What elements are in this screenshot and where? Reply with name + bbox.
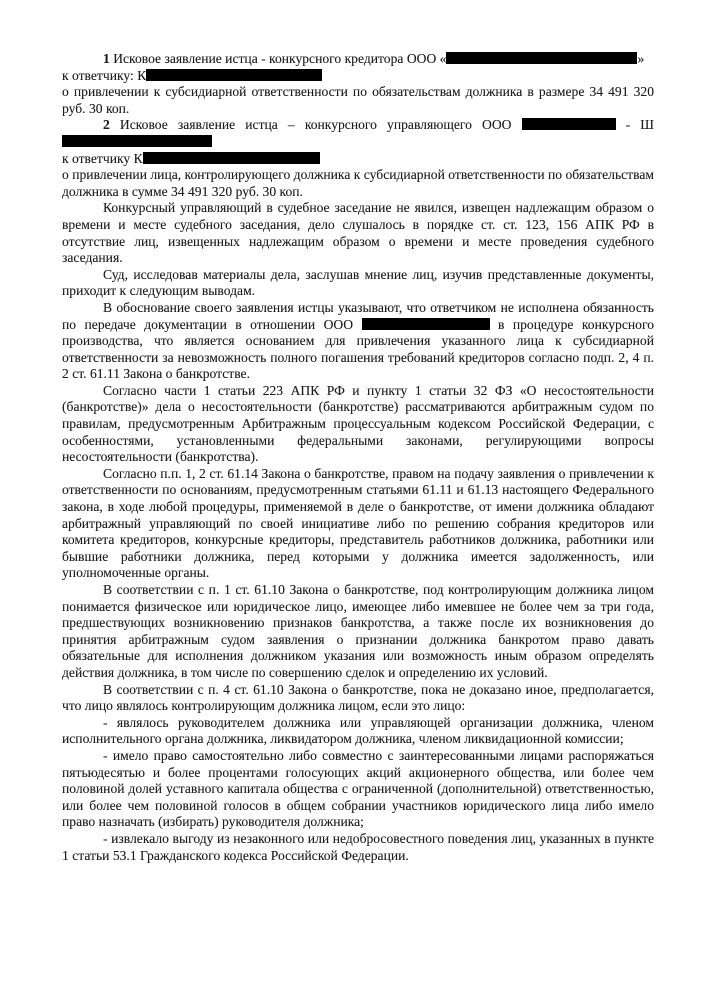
text-run: к ответчику: К — [62, 67, 147, 83]
hearing-absence — [62, 200, 654, 266]
text-run: » — [637, 51, 645, 66]
text-run: о привлечении лица, контролирующего должника к субсидиарной ответственности по обязательствам должника в сумме 34 491 320 руб. 30 коп. — [62, 167, 654, 199]
court-conclusions-intro — [62, 267, 654, 300]
text-run: к ответчику К — [62, 150, 143, 166]
claim-1-intro — [62, 51, 654, 68]
claim-grounds — [62, 300, 654, 383]
presumption-3 — [62, 831, 654, 864]
text-run: Исковое заявление истца – конкурсного управляющего ООО — [109, 117, 522, 133]
text-run: - извлекало выгоду из незаконного или недобросовестного поведения лиц, указанных в пункте 1 статьи 53.1 Гражданского кодекса Российской Федерации. — [62, 830, 654, 863]
text-run: в процедуре конкурсного производства, что является основанием для привлечения указанного лица к субсидиарной ответственности за невозможность полного погашения требований кредиторов согласно подп. 2, 4 п. 2 ст. 61.11 Закона о банкротстве. — [62, 316, 654, 382]
claim-number: 1 — [103, 51, 110, 66]
redaction-bar — [362, 318, 490, 330]
redaction-bar — [522, 118, 616, 130]
text-run: Согласно части 1 статьи 223 АПК РФ и пункту 1 статьи 32 ФЗ «О несостоятельности (банкротстве)» дела о несостоятельности (банкротстве) рассматриваются арбитражным судом по правилам, предусмотренным Арбитражным процессуальным кодексом Российской Федерации, с особенностями, установленными федеральными законами, регулирующими вопросы несостоятельности (банкротства). — [62, 382, 654, 465]
redaction-bar — [143, 152, 320, 164]
text-run: - Ш — [615, 117, 654, 133]
claim-1-subject — [62, 84, 654, 117]
presumption-2 — [62, 748, 654, 831]
presumption-1 — [62, 715, 654, 748]
text-run: Исковое заявление истца - конкурсного кредитора ООО « — [109, 51, 447, 66]
law-apk223-fz32 — [62, 383, 654, 466]
claim-1-defendant — [62, 68, 654, 85]
text-run: Конкурсный управляющий в судебное заседание не явился, извещен надлежащим образом о времени и месте судебного заседания, дело слушалось в порядке ст. ст. 123, 156 АПК РФ в отсутствие лиц, извещенных надлежащим образом о времени и месте проведения судебного заседания. — [62, 200, 654, 266]
redaction-bar — [574, 52, 637, 64]
text-run: Согласно п.п. 1, 2 ст. 61.14 Закона о банкротстве, правом на подачу заявления о привлечении к ответственности по основаниям, предусмотренным статьями 61.11 и 61.13 настоящего Федерального закона, в ходе любой процедуры, применяемой в деле о банкротстве, от имени должника обладают арбитражный управляющий по своей инициативе либо по решению собрания кредиторов или комитета кредиторов, конкурсные кредиторы, представитель работников должника, работники или бывшие работники должника, перед которыми у должника имеется задолженность, или уполномоченные органы. — [62, 465, 654, 581]
redaction-bar — [146, 69, 322, 81]
claim-number: 2 — [103, 117, 110, 133]
claim-2-subject — [62, 167, 654, 200]
law-61-14 — [62, 466, 654, 582]
text-run: о привлечении к субсидиарной ответственности по обязательствам должника в размере 34 491 320 руб. 30 коп. — [62, 84, 654, 116]
law-61-10-p4 — [62, 682, 654, 715]
text-run: В обоснование своего заявления истцы указывают, что ответчиком не исполнена обязанность по передаче документации в отношении ООО — [62, 299, 654, 332]
text-run: Суд, исследовав материалы дела, заслушав мнение лиц, изучив представленные документы, приходит к следующим выводам. — [62, 266, 654, 299]
redaction-bar — [446, 52, 574, 64]
text-run: - имело право самостоятельно либо совместно с заинтересованными лицами распоряжаться пятьюдесятью и более процентами голосующих акций акционерного общества, или более чем половиной долей уставного капитала общества с ограниченной (дополнительной) ответственностью, или более чем половиной голосов в общем собрании участников юридического лица либо имело право назначать (избирать) руководителя должника; — [62, 747, 654, 830]
claim-2-defendant — [62, 151, 654, 168]
document-body — [62, 51, 654, 864]
text-run: В соответствии с п. 4 ст. 61.10 Закона о банкротстве, пока не доказано иное, предполагается, что лицо являлось контролирующим должника лицом, если это лицо: — [62, 681, 654, 714]
redaction-bar — [62, 135, 212, 147]
law-61-10-p1 — [62, 582, 654, 682]
claim-2-intro — [62, 117, 654, 150]
text-run: В соответствии с п. 1 ст. 61.10 Закона о банкротстве, под контролирующим должника лицом понимается физическое или юридическое лицо, имеющее либо имевшее не более чем за три года, предшествующих возникновению признаков банкротства, а также после их возникновения до принятия арбитражным судом заявления о признании должника банкротом право давать обязательные для исполнения должником указания или возможность иным образом определять действия должника, в том числе по совершению сделок и определению их условий. — [62, 582, 654, 680]
text-run: - являлось руководителем должника или управляющей организации должника, членом исполнительного органа должника, ликвидатором должника, членом ликвидационной комиссии; — [62, 714, 654, 747]
